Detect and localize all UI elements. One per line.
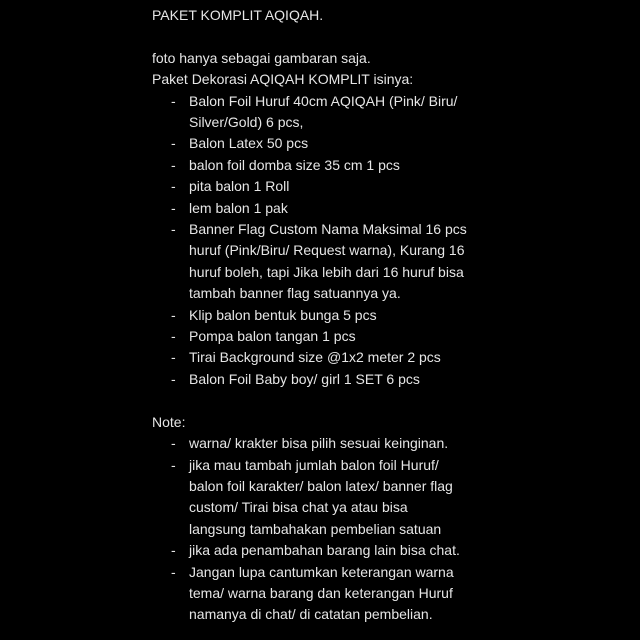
package-item (152, 133, 640, 154)
package-item-text-line: huruf (Pink/Biru/ Request warna), Kurang 16 (189, 242, 465, 259)
note-item-text-line: tema/ warna barang dan keterangan Huruf (189, 584, 453, 601)
note-item (152, 540, 640, 561)
note-item (152, 433, 640, 454)
package-item-text-line: lem balon 1 pak (189, 199, 288, 216)
package-item-text-line: tambah banner flag satuannya ya. (189, 285, 401, 302)
package-item (152, 198, 640, 219)
package-item (152, 347, 640, 368)
bullet-dash: - (171, 178, 176, 195)
bullet-dash: - (171, 349, 176, 366)
bullet-dash: - (171, 456, 176, 473)
note-item-text-line: langsung tambahakan pembelian satuan (189, 520, 442, 537)
note-item-text-line: namanya di chat/ di catatan pembelian. (189, 606, 433, 623)
package-item-text-line: Balon Foil Baby boy/ girl 1 SET 6 pcs (189, 370, 420, 387)
bullet-dash: - (171, 199, 176, 216)
bullet-dash: - (171, 221, 176, 238)
bullet-dash: - (171, 542, 176, 559)
package-item-text-line: Tirai Background size @1x2 meter 2 pcs (189, 349, 441, 366)
note-item-text-line: Jangan lupa cantumkan keterangan warna (189, 563, 454, 580)
bullet-dash: - (171, 156, 176, 173)
bullet-dash: - (171, 306, 176, 323)
package-item-text-line: huruf boleh, tapi Jika lebih dari 16 huruf bisa (189, 263, 464, 280)
package-items-list (152, 91, 640, 391)
bullet-dash: - (171, 135, 176, 152)
note-item (152, 455, 640, 541)
intro-line-photo-note: foto hanya sebagai gambaran saja. (152, 49, 371, 66)
bullet-dash: - (171, 328, 176, 345)
package-item-text-line: pita balon 1 Roll (189, 178, 290, 195)
package-item (152, 155, 640, 176)
package-item (152, 91, 640, 134)
bullet-dash: - (171, 92, 176, 109)
package-item-text-line: Silver/Gold) 6 pcs, (189, 114, 304, 131)
note-item-text-line: jika mau tambah jumlah balon foil Huruf/ (189, 456, 439, 473)
package-item (152, 305, 640, 326)
bullet-dash: - (171, 563, 176, 580)
spacer (152, 26, 640, 47)
intro-line-package-contents: Paket Dekorasi AQIQAH KOMPLIT isinya: (152, 71, 414, 88)
package-item-text-line: Balon Foil Huruf 40cm AQIQAH (Pink/ Biru/ (189, 92, 458, 109)
bullet-dash: - (171, 370, 176, 387)
spacer (152, 390, 640, 411)
package-item (152, 176, 640, 197)
note-label: Note: (152, 413, 186, 430)
package-item (152, 219, 640, 305)
package-title: PAKET KOMPLIT AQIQAH. (152, 7, 324, 23)
note-item-text-line: warna/ krakter bisa pilih sesuai keinginan. (189, 435, 449, 452)
note-item (152, 562, 640, 626)
package-item-text-line: Banner Flag Custom Nama Maksimal 16 pcs (189, 221, 467, 238)
note-item-text-line: jika ada penambahan barang lain bisa chat. (189, 542, 460, 559)
package-item-text-line: Klip balon bentuk bunga 5 pcs (189, 306, 377, 323)
package-item (152, 326, 640, 347)
package-item-text-line: Balon Latex 50 pcs (189, 135, 309, 152)
package-item-text-line: balon foil domba size 35 cm 1 pcs (189, 156, 400, 173)
note-item-text-line: custom/ Tirai bisa chat ya atau bisa (189, 499, 408, 516)
note-item-text-line: balon foil karakter/ balon latex/ banner flag (189, 477, 453, 494)
bullet-dash: - (171, 435, 176, 452)
package-item-text-line: Pompa balon tangan 1 pcs (189, 328, 356, 345)
notes-list (152, 433, 640, 626)
package-item (152, 369, 640, 390)
